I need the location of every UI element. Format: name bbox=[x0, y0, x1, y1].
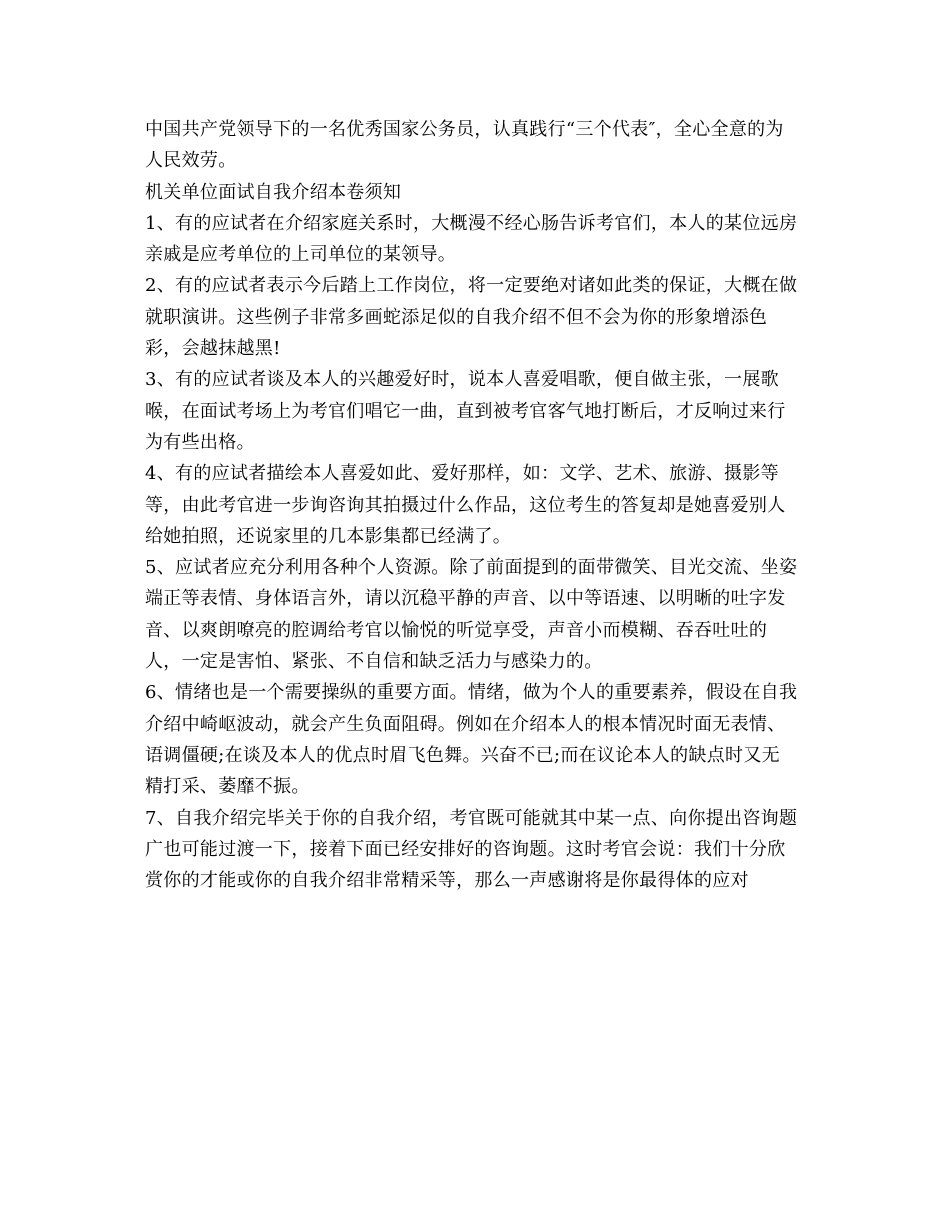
text-line: 为有些出格。 bbox=[145, 431, 255, 453]
text-line: 赏你的才能或你的自我介绍非常精采等，那么一声感谢将是你最得体的应对 bbox=[145, 870, 749, 892]
text-line: 喉，在面试考场上为考官们唱它一曲，直到被考官客气地打断后，才反响过来行 bbox=[145, 400, 786, 422]
document-body bbox=[145, 114, 810, 896]
text-line: 7、自我介绍完毕关于你的自我介绍，考官既可能就其中某一点、向你提出咨询题 bbox=[145, 807, 798, 829]
text-line: 1、有的应试者在介绍家庭关系时，大概漫不经心肠告诉考官们，本人的某位远房 bbox=[145, 212, 798, 234]
section-heading: 机关单位面试自我介绍本卷须知 bbox=[145, 181, 402, 203]
text-line: 亲戚是应考单位的上司单位的某领导。 bbox=[145, 244, 457, 266]
text-line: 6、情绪也是一个需要操纵的重要方面。情绪，做为个人的重要素养，假设在自我 bbox=[145, 682, 798, 704]
text-line: 3、有的应试者谈及本人的兴趣爱好时，说本人喜爱唱歌，便自做主张，一展歌 bbox=[145, 369, 779, 391]
text-line: 4、有的应试者描绘本人喜爱如此、爱好那样，如：文学、艺术、旅游、摄影等 bbox=[145, 463, 779, 485]
text-line: 精打采、萎靡不振。 bbox=[145, 776, 310, 798]
text-line: 广也可能过渡一下，接着下面已经安排好的咨询题。这时考官会说：我们十分欣 bbox=[145, 838, 786, 860]
text-line: 语调僵硬;在谈及本人的优点时眉飞色舞。兴奋不已;而在议论本人的缺点时又无 bbox=[145, 744, 780, 766]
text-line: 彩，会越抹越黑! bbox=[145, 338, 281, 360]
text-line: 等，由此考官进一步询咨询其拍摄过什么作品，这位考生的答复却是她喜爱别人 bbox=[145, 494, 786, 516]
text-line: 给她拍照，还说家里的几本影集都已经满了。 bbox=[145, 525, 511, 547]
text-line: 5、应试者应充分利用各种个人资源。除了前面提到的面带微笑、目光交流、坐姿 bbox=[145, 557, 798, 579]
text-line: 人民效劳。 bbox=[145, 150, 237, 172]
text-line: 就职演讲。这些例子非常多画蛇添足似的自我介绍不但不会为你的形象增添色 bbox=[145, 306, 768, 328]
text-line: 中国共产党领导下的一名优秀国家公务员，认真践行“三个代表″，全心全意的为 bbox=[145, 119, 784, 140]
text-line: 端正等表情、身体语言外，请以沉稳平静的声音、以中等语速、以明晰的吐字发 bbox=[145, 588, 786, 610]
text-line: 2、有的应试者表示今后踏上工作岗位，将一定要绝对诸如此类的保证，大概在做 bbox=[145, 275, 798, 297]
text-line: 介绍中崎岖波动，就会产生负面阻碍。例如在介绍本人的根本情况时面无表情、 bbox=[145, 713, 786, 735]
text-line: 音、以爽朗嘹亮的腔调给考官以愉悦的听觉享受，声音小而模糊、吞吞吐吐的 bbox=[145, 619, 768, 641]
text-line: 人，一定是害怕、紧张、不自信和缺乏活力与感染力的。 bbox=[145, 651, 603, 673]
